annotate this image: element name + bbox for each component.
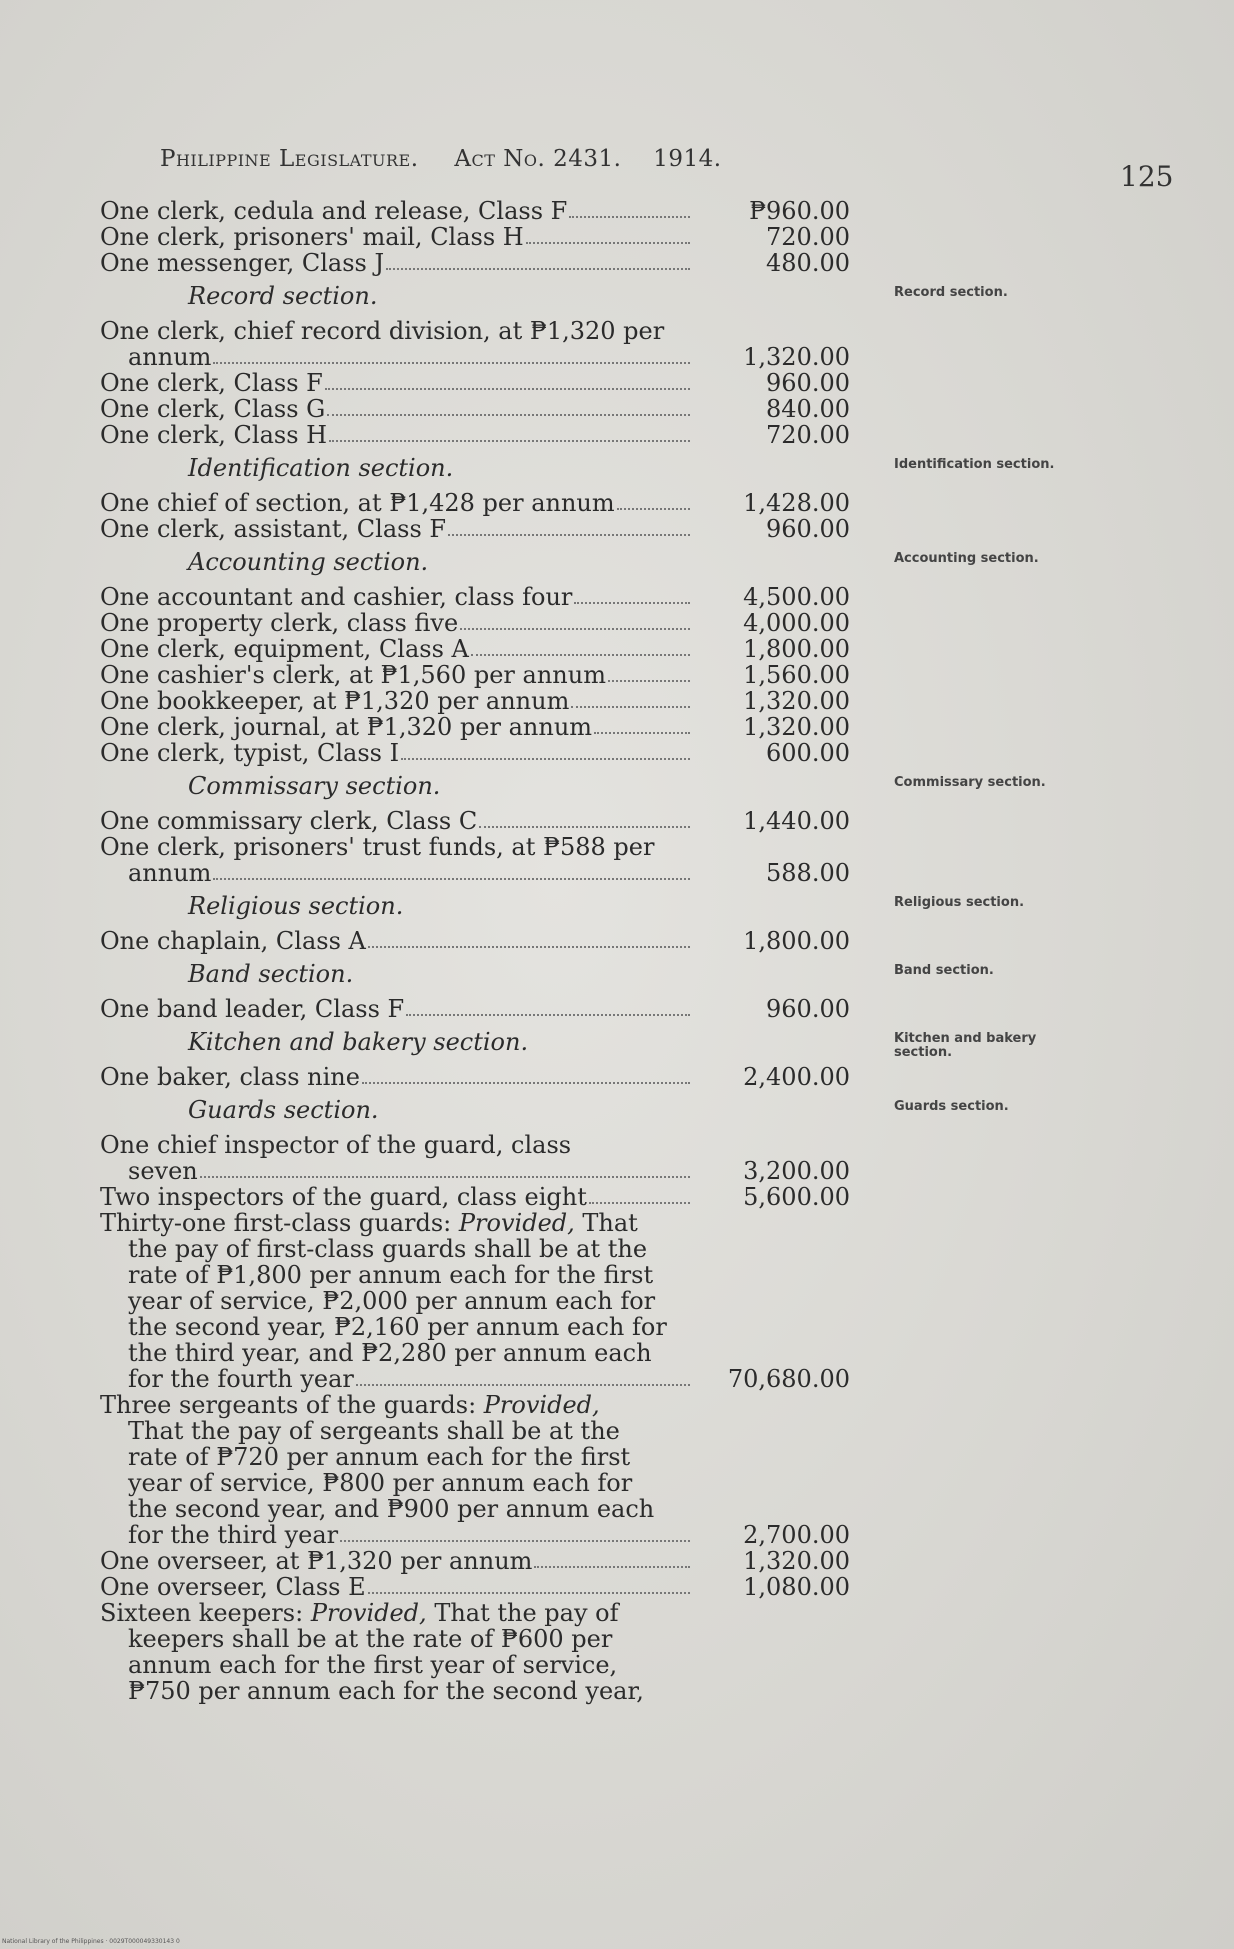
line-item-amount: 960.00 <box>766 369 850 397</box>
description-text: One accountant and cashier, class four <box>100 583 573 611</box>
description-line <box>100 1132 690 1158</box>
description-line <box>100 1652 690 1678</box>
description-line <box>100 370 690 396</box>
margin-note: Guards section. <box>894 1099 1009 1114</box>
line-item <box>100 996 1100 1022</box>
margin-note: Commissary section. <box>894 775 1046 790</box>
description-text: One bookkeeper, at ₱1,320 per annum <box>100 687 570 715</box>
description-text: year of service, ₱2,000 per annum each for <box>128 1287 656 1315</box>
description-text: Two inspectors of the guard, class eight <box>100 1183 587 1211</box>
description-text: the third year, and ₱2,280 per annum each <box>128 1339 652 1367</box>
dot-leader <box>448 534 690 536</box>
section-heading: Accounting section. Accounting section. <box>100 548 688 576</box>
line-item <box>100 1548 1100 1574</box>
line-item <box>100 250 1100 276</box>
description-line <box>100 1288 690 1314</box>
description-line <box>100 250 690 276</box>
line-item-description <box>100 1548 690 1574</box>
line-item-amount: 1,428.00 <box>743 489 850 517</box>
description-line <box>100 834 690 860</box>
description-line <box>100 808 690 834</box>
description-text: One clerk, assistant, Class F <box>100 515 447 543</box>
section-heading: Kitchen and bakery section. Kitchen and bakery section. <box>100 1028 688 1056</box>
line-item <box>100 584 1100 610</box>
line-item <box>100 928 1100 954</box>
description-text: annum each for the first year of service, <box>128 1651 618 1679</box>
line-item <box>100 1064 1100 1090</box>
description-line <box>100 1314 690 1340</box>
description-text: Three sergeants of the guards: Provided, <box>100 1391 600 1419</box>
line-item <box>100 740 1100 766</box>
description-text: annum <box>128 859 212 887</box>
line-item-amount: 960.00 <box>766 515 850 543</box>
line-item <box>100 688 1100 714</box>
description-line <box>100 1158 690 1184</box>
line-item-description <box>100 610 690 636</box>
description-text: One chief inspector of the guard, class <box>100 1131 572 1159</box>
line-item-amount: 960.00 <box>766 995 850 1023</box>
line-item-description <box>100 834 690 886</box>
line-item-description <box>100 740 690 766</box>
line-item <box>100 636 1100 662</box>
description-line <box>100 1236 690 1262</box>
line-item-amount: 5,600.00 <box>743 1183 850 1211</box>
description-line <box>100 996 690 1022</box>
description-text: rate of ₱720 per annum each for the first <box>128 1443 631 1471</box>
line-item <box>100 224 1100 250</box>
line-item <box>100 1600 1100 1704</box>
description-line <box>100 740 690 766</box>
description-line <box>100 928 690 954</box>
description-text: One chaplain, Class A <box>100 927 366 955</box>
line-item-description <box>100 422 690 448</box>
description-line <box>100 1522 690 1548</box>
description-text: for the fourth year <box>128 1365 354 1393</box>
description-text: One baker, class nine <box>100 1063 360 1091</box>
line-item <box>100 1392 1100 1548</box>
dot-leader <box>406 1014 690 1016</box>
line-item-description <box>100 516 690 542</box>
line-item-description <box>100 662 690 688</box>
dot-leader <box>589 1202 690 1204</box>
line-item <box>100 422 1100 448</box>
appropriation-list <box>100 198 1100 1704</box>
dot-leader <box>479 826 690 828</box>
description-text: One overseer, Class E <box>100 1573 366 1601</box>
line-item <box>100 1574 1100 1600</box>
description-text: That the pay of sergeants shall be at the <box>128 1417 620 1445</box>
line-item-description <box>100 584 690 610</box>
section-heading: Band section. Band section. <box>100 960 688 988</box>
description-text: One overseer, at ₱1,320 per annum <box>100 1547 533 1575</box>
margin-note: Accounting section. <box>894 551 1039 566</box>
description-text: One clerk, prisoners' mail, Class H <box>100 223 524 251</box>
line-item <box>100 1210 1100 1392</box>
line-item-amount: 588.00 <box>766 859 850 887</box>
line-item <box>100 318 1100 370</box>
description-line <box>100 1496 690 1522</box>
dot-leader <box>368 1592 690 1594</box>
line-item-amount: 1,080.00 <box>743 1573 850 1601</box>
description-text: One property clerk, class five <box>100 609 459 637</box>
header-title: Philippine Legislature. <box>160 146 419 172</box>
line-item-amount: 1,440.00 <box>743 807 850 835</box>
description-line <box>100 1184 690 1210</box>
description-line <box>100 1210 690 1236</box>
line-item-description <box>100 318 690 370</box>
description-line <box>100 422 690 448</box>
description-line <box>100 662 690 688</box>
margin-note: Religious section. <box>894 895 1025 910</box>
line-item <box>100 610 1100 636</box>
description-line <box>100 610 690 636</box>
description-line <box>100 1548 690 1574</box>
line-item-description <box>100 1132 690 1184</box>
dot-leader <box>213 362 690 364</box>
section-heading: Record section. Record section. <box>100 282 688 310</box>
header-year: 1914. <box>653 146 722 172</box>
description-text: ₱750 per annum each for the second year, <box>128 1677 644 1705</box>
line-item-description <box>100 1210 690 1392</box>
dot-leader <box>569 216 690 218</box>
page-number: 125 <box>1120 160 1174 193</box>
section-heading: Commissary section. Commissary section. <box>100 772 688 800</box>
header-act-number: Act No. 2431. <box>454 146 622 172</box>
line-item-description <box>100 396 690 422</box>
line-item-amount: 1,320.00 <box>743 687 850 715</box>
margin-note: Band section. <box>894 963 994 978</box>
dot-leader <box>327 414 690 416</box>
description-text: One clerk, Class H <box>100 421 328 449</box>
description-line <box>100 1678 690 1704</box>
description-text: the second year, and ₱900 per annum each <box>128 1495 655 1523</box>
dot-leader <box>460 628 690 630</box>
description-line <box>100 396 690 422</box>
dot-leader <box>617 508 690 510</box>
dot-leader <box>534 1566 690 1568</box>
line-item-amount: 720.00 <box>766 421 850 449</box>
dot-leader <box>340 1540 690 1542</box>
description-text: One chief of section, at ₱1,428 per annum <box>100 489 615 517</box>
line-item <box>100 370 1100 396</box>
description-line <box>100 584 690 610</box>
line-item-description <box>100 198 690 224</box>
line-item-description <box>100 1600 690 1704</box>
line-item-description <box>100 1392 690 1548</box>
description-text: One clerk, chief record division, at ₱1,320 per <box>100 317 665 345</box>
dot-leader <box>368 946 690 948</box>
description-line <box>100 1340 690 1366</box>
description-text: One clerk, typist, Class I <box>100 739 400 767</box>
dot-leader <box>356 1384 690 1386</box>
line-item-description <box>100 250 690 276</box>
line-item-amount: 2,700.00 <box>743 1521 850 1549</box>
running-header <box>160 146 722 172</box>
description-text: One clerk, cedula and release, Class F <box>100 197 568 225</box>
line-item-amount: ₱960.00 <box>749 197 850 225</box>
margin-note: Identification section. <box>894 457 1055 472</box>
margin-note: Record section. <box>894 285 1008 300</box>
line-item-description <box>100 714 690 740</box>
dot-leader <box>401 758 690 760</box>
description-line <box>100 224 690 250</box>
description-text: year of service, ₱800 per annum each for <box>128 1469 633 1497</box>
section-heading: Religious section. Religious section. <box>100 892 688 920</box>
dot-leader <box>571 706 690 708</box>
line-item-description <box>100 996 690 1022</box>
description-line <box>100 516 690 542</box>
description-text: seven <box>128 1157 198 1185</box>
section-heading: Identification section. Identification section. <box>100 454 688 482</box>
line-item-description <box>100 808 690 834</box>
description-text: rate of ₱1,800 per annum each for the first <box>128 1261 654 1289</box>
line-item-amount: 70,680.00 <box>727 1365 850 1393</box>
description-text: for the third year <box>128 1521 339 1549</box>
description-text: Thirty-one first-class guards: Provided, That <box>100 1209 638 1237</box>
description-text: keepers shall be at the rate of ₱600 per <box>128 1625 613 1653</box>
description-text: One clerk, Class G <box>100 395 326 423</box>
line-item <box>100 198 1100 224</box>
line-item <box>100 1184 1100 1210</box>
line-item <box>100 1132 1100 1184</box>
description-text: One commissary clerk, Class C <box>100 807 478 835</box>
line-item-description <box>100 370 690 396</box>
line-item-description <box>100 1184 690 1210</box>
line-item-description <box>100 928 690 954</box>
line-item-description <box>100 490 690 516</box>
description-line <box>100 636 690 662</box>
description-line <box>100 1626 690 1652</box>
description-text: One band leader, Class F <box>100 995 405 1023</box>
dot-leader <box>594 732 690 734</box>
line-item <box>100 516 1100 542</box>
line-item-amount: 3,200.00 <box>743 1157 850 1185</box>
description-line <box>100 1392 690 1418</box>
description-line <box>100 198 690 224</box>
dot-leader <box>200 1176 690 1178</box>
dot-leader <box>325 388 690 390</box>
description-text: One clerk, prisoners' trust funds, at ₱588 per <box>100 833 655 861</box>
line-item <box>100 808 1100 834</box>
line-item-description <box>100 224 690 250</box>
dot-leader <box>574 602 690 604</box>
line-item <box>100 396 1100 422</box>
description-text: One clerk, equipment, Class A <box>100 635 469 663</box>
line-item-description <box>100 1574 690 1600</box>
description-text: the pay of first-class guards shall be at the <box>128 1235 648 1263</box>
line-item-amount: 840.00 <box>766 395 850 423</box>
line-item-amount: 600.00 <box>766 739 850 767</box>
description-line <box>100 714 690 740</box>
margin-note: Kitchen and bakery section. <box>894 1031 1037 1060</box>
description-line <box>100 318 690 344</box>
line-item-description <box>100 1064 690 1090</box>
line-item <box>100 662 1100 688</box>
dot-leader <box>608 680 690 682</box>
dot-leader <box>526 242 690 244</box>
description-line <box>100 1444 690 1470</box>
dot-leader <box>471 654 690 656</box>
line-item-amount: 1,320.00 <box>743 343 850 371</box>
description-text: One clerk, Class F <box>100 369 323 397</box>
line-item-amount: 480.00 <box>766 249 850 277</box>
description-line <box>100 1418 690 1444</box>
line-item-amount: 4,000.00 <box>743 609 850 637</box>
description-line <box>100 490 690 516</box>
description-line <box>100 1366 690 1392</box>
description-line <box>100 688 690 714</box>
dot-leader <box>362 1082 690 1084</box>
line-item-amount: 1,560.00 <box>743 661 850 689</box>
line-item-amount: 4,500.00 <box>743 583 850 611</box>
line-item-amount: 1,320.00 <box>743 713 850 741</box>
scan-footer: National Library of the Philippines · 0029T000049330143 0 <box>2 1938 180 1945</box>
description-line <box>100 344 690 370</box>
line-item <box>100 834 1100 886</box>
dot-leader <box>213 878 690 880</box>
description-text: One cashier's clerk, at ₱1,560 per annum <box>100 661 606 689</box>
line-item-description <box>100 688 690 714</box>
description-line <box>100 1064 690 1090</box>
description-text: One messenger, Class J <box>100 249 385 277</box>
description-line <box>100 1574 690 1600</box>
description-line <box>100 1470 690 1496</box>
line-item-amount: 720.00 <box>766 223 850 251</box>
line-item-description <box>100 636 690 662</box>
line-item-amount: 2,400.00 <box>743 1063 850 1091</box>
description-text: annum <box>128 343 212 371</box>
dot-leader <box>329 440 690 442</box>
section-heading: Guards section. Guards section. <box>100 1096 688 1124</box>
description-text: the second year, ₱2,160 per annum each for <box>128 1313 667 1341</box>
description-line <box>100 1600 690 1626</box>
line-item-amount: 1,320.00 <box>743 1547 850 1575</box>
description-line <box>100 1262 690 1288</box>
description-text: Sixteen keepers: Provided, That the pay of <box>100 1599 619 1627</box>
description-line <box>100 860 690 886</box>
dot-leader <box>386 268 690 270</box>
line-item-amount: 1,800.00 <box>743 927 850 955</box>
line-item <box>100 714 1100 740</box>
line-item <box>100 490 1100 516</box>
description-text: One clerk, journal, at ₱1,320 per annum <box>100 713 593 741</box>
line-item-amount: 1,800.00 <box>743 635 850 663</box>
